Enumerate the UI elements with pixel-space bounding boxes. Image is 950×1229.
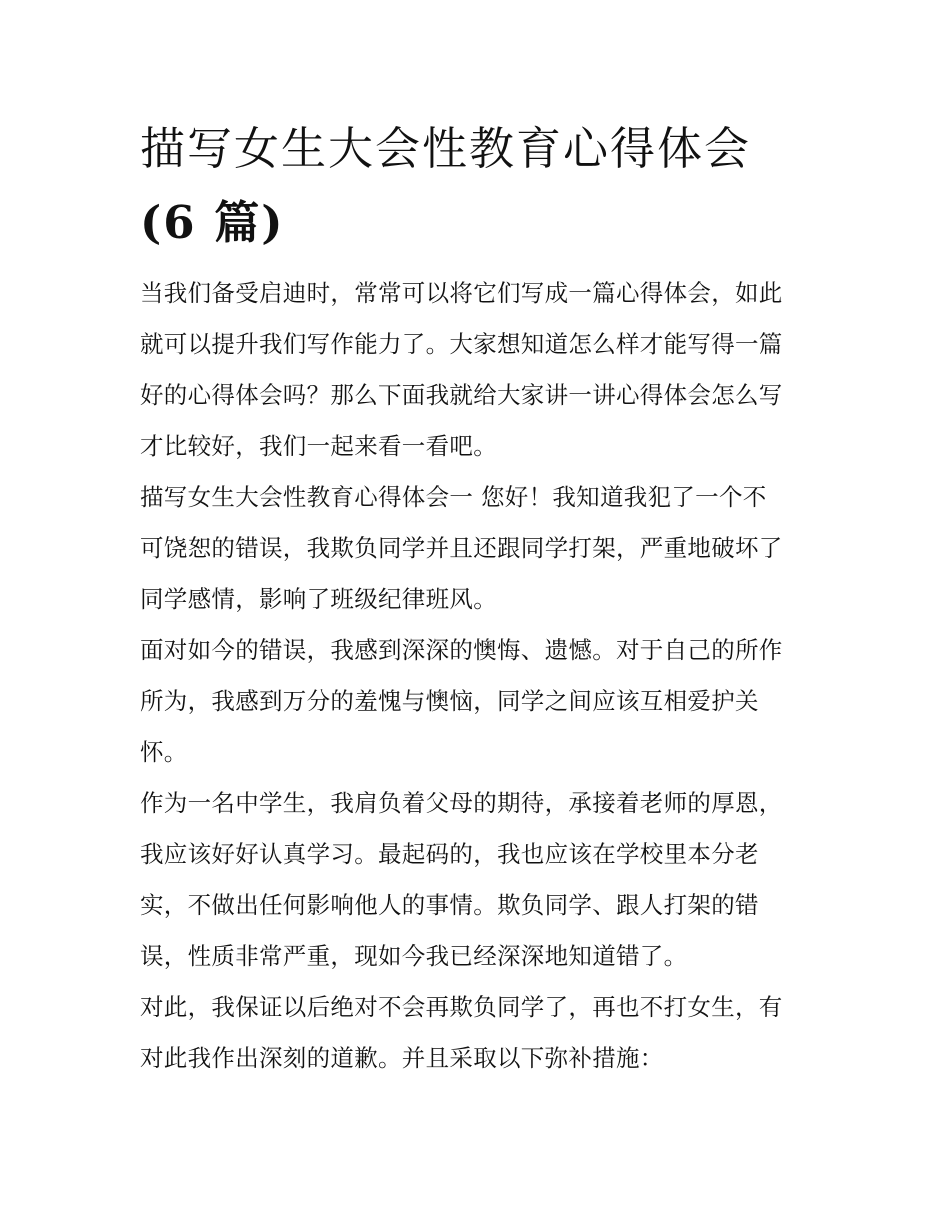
body-paragraph [140, 625, 812, 778]
title-line: 描写女生大会性教育心得体会 [140, 122, 752, 175]
text-line: 作为一名中学生，我肩负着父母的期待，承接着老师的厚恩， [140, 789, 783, 817]
text-line: 就可以提升我们写作能力了。大家想知道怎么样才能写得一篇 [140, 330, 783, 358]
text-line: 好的心得体会吗？那么下面我就给大家讲一讲心得体会怎么写 [140, 381, 783, 409]
text-line: 所为，我感到万分的羞愧与懊恼，同学之间应该互相爱护关 [140, 687, 759, 715]
text-line: 对此，我保证以后绝对不会再欺负同学了，再也不打女生，有 [140, 993, 783, 1021]
body-paragraph [140, 778, 812, 982]
text-line: 才比较好，我们一起来看一看吧。 [140, 432, 497, 460]
text-line: 误，性质非常严重，现如今我已经深深地知道错了。 [140, 942, 688, 970]
text-line: 描写女生大会性教育心得体会一 您好！我知道我犯了一个不 [140, 483, 767, 511]
document-title [140, 112, 812, 260]
text-line: 同学感情，影响了班级纪律班风。 [140, 585, 497, 613]
body-paragraph [140, 472, 812, 625]
document-body [140, 112, 812, 1084]
text-line: 可饶恕的错误，我欺负同学并且还跟同学打架，严重地破坏了 [140, 534, 783, 562]
text-line: 对此我作出深刻的道歉。并且采取以下弥补措施： [140, 1044, 664, 1072]
body-paragraph [140, 982, 812, 1084]
text-line: 怀。 [140, 738, 188, 766]
title-line-count: (6 篇) [140, 196, 285, 249]
text-line: 我应该好好认真学习。最起码的，我也应该在学校里本分老 [140, 840, 759, 868]
text-line: 面对如今的错误，我感到深深的懊悔、遗憾。对于自己的所作 [140, 636, 783, 664]
text-line: 实，不做出任何影响他人的事情。欺负同学、跟人打架的错 [140, 891, 759, 919]
intro-paragraph [140, 268, 812, 472]
text-line: 当我们备受启迪时，常常可以将它们写成一篇心得体会，如此 [140, 279, 783, 307]
